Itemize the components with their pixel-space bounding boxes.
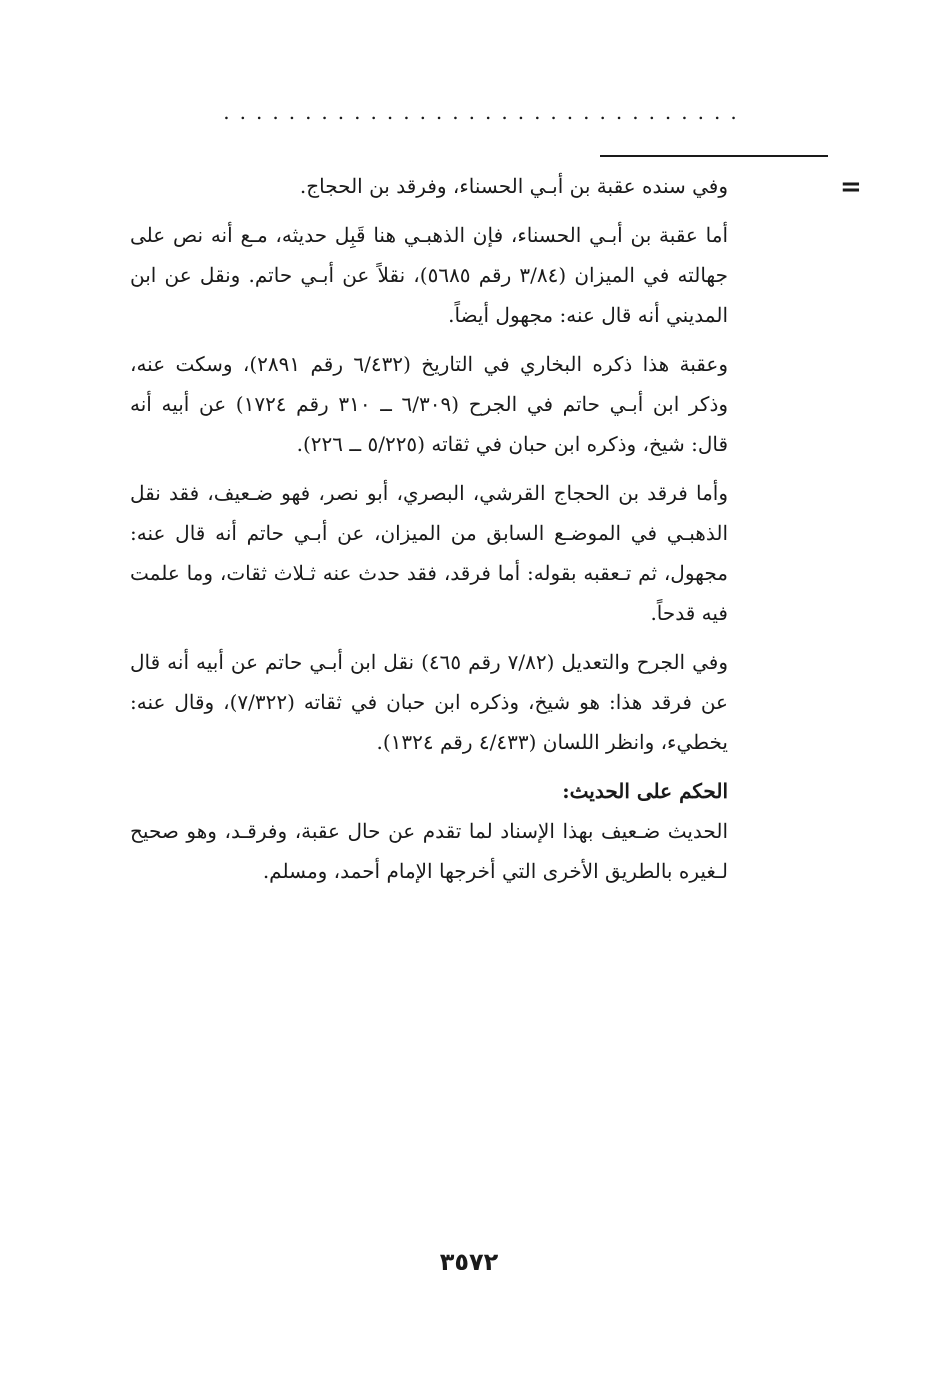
footnote-body <box>130 166 728 900</box>
paragraph-sanad: وفي سنده عقبة بن أبـي الحسناء، وفرقد بن الحجاج. <box>299 174 728 198</box>
paragraph-uqba: أما عقبة بن أبـي الحسناء، فإن الذهبـي هنا قَبِل حديثه، مـع أنه نص على جهالته في الميزان (٣/٨٤ رقم ٥٦٨٥)، نقلاً عن أبـي حاتم. ونقل عن ابن المديني أنه قال عنه: مجهول أيضاً. <box>130 223 728 327</box>
paragraph-uqba-bukhari: وعقبة هذا ذكره البخاري في التاريخ (٦/٤٣٢ رقم ٢٨٩١)، وسكت عنه، وذكر ابن أبـي حاتم في الجرح (٦/٣٠٩ ــ ٣١٠ رقم ١٧٢٤) عن أبيه أنه قال: شيخ، وذكره ابن حبان في ثقاته (٥/٢٢٥ ــ ٢٢٦). <box>130 352 729 456</box>
ruling-text: الحديث ضـعيف بهذا الإسناد لما تقدم عن حال عقبة، وفرقـد، وهو صحيح لـغيره بالطريق الأخرى التي أخرجها الإمام أحمد، ومسلم. <box>130 819 728 883</box>
ruling-heading: الحكم على الحديث: <box>562 779 728 803</box>
page-number: ٣٥٧٢ <box>439 1248 499 1276</box>
paragraph-farqad-jarh: وفي الجرح والتعديل (٧/٨٢ رقم ٤٦٥) نقل ابن أبـي حاتم عن أبيه أنه قال عن فرقد هذا: هو شيخ، وذكره ابن حبان في ثقاته (٧/٣٢٢)، وقال عنه: يخطيء، وانظر اللسان (٤/٤٣٣ رقم ١٣٢٤). <box>130 650 728 754</box>
paragraph-farqad: وأما فرقد بن الحجاج القرشي، البصري، أبو نصر، فهو ضـعيف، فقد نقل الذهبـي في الموضـع السابق من الميزان، عن أبـي حاتم أنه قال عنه: مجهول، ثم تـعقبه بقوله: أما فرقد، فقد حدث عنه ثـلاث ثقات، وما علمت فيه قدحاً. <box>130 481 728 625</box>
dotted-separator: ................................ <box>223 102 747 122</box>
footnote-rule <box>600 155 828 157</box>
margin-mark: = <box>840 172 862 202</box>
